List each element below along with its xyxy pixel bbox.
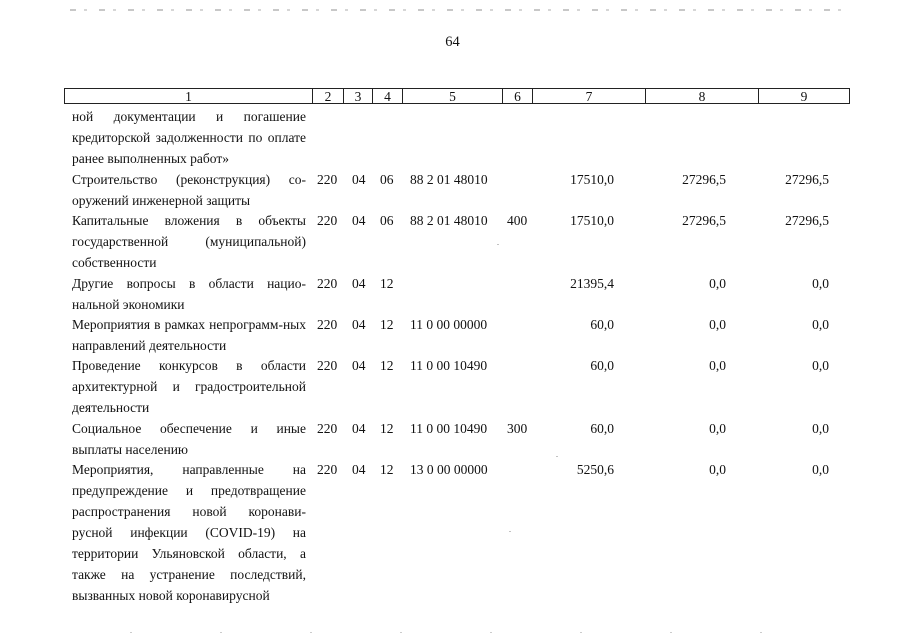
row-name: Социальное обеспечение и иные выплаты населению	[72, 421, 306, 457]
cell-amount-9: 0,0	[812, 421, 829, 436]
cell-admin-code: 220	[317, 462, 338, 477]
cell-subsection: 06	[380, 213, 394, 228]
cell-amount-7: 60,0	[590, 421, 614, 436]
row-name: Мероприятия в рамках непрограмм-ных направлений деятельности	[72, 317, 306, 353]
cell-section: 04	[352, 213, 366, 228]
cell-subsection: 12	[380, 317, 394, 332]
cell-subsection: 12	[380, 276, 394, 291]
page-number: 64	[445, 34, 460, 50]
header-col-8: 8	[645, 89, 758, 103]
row-name: Строительство (реконструкция) со-оружений инженерной защиты	[72, 172, 306, 208]
cell-amount-7: 5250,6	[576, 462, 614, 477]
cell-subsection: 12	[380, 358, 394, 373]
cell-section: 04	[352, 421, 366, 436]
cell-amount-8: 0,0	[709, 276, 726, 291]
cell-target-article: 88 2 01 48010	[410, 172, 488, 187]
header-col-3: 3	[343, 89, 372, 103]
row-name: Мероприятия, направленные на предупреждение и предотвращение распространения новой коронави-русной инфекции (COVID-19) на территории Ульяновской области, а также на устранение последствий, вызванных новой коронавирусной	[72, 462, 306, 603]
cell-target-article: 88 2 01 48010	[410, 213, 488, 228]
row-name: Другие вопросы в области нацио-нальной экономики	[72, 276, 306, 312]
cell-target-article: 11 0 00 10490	[410, 421, 488, 436]
cell-admin-code: 220	[317, 213, 338, 228]
cell-amount-9: 0,0	[812, 358, 829, 373]
cell-amount-7: 17510,0	[570, 213, 614, 228]
cell-amount-9: 0,0	[812, 317, 829, 332]
header-col-9: 9	[758, 89, 849, 103]
cell-subsection: 12	[380, 421, 394, 436]
cell-amount-7: 21395,4	[570, 276, 614, 291]
cell-amount-9: 27296,5	[785, 213, 829, 228]
row-name: ной документации и погашение кредиторской задолженности по оплате ранее выполненных работ»	[72, 109, 306, 166]
cell-section: 04	[352, 317, 366, 332]
scan-speck	[497, 244, 499, 245]
cell-subsection: 06	[380, 172, 394, 187]
header-col-2: 2	[312, 89, 343, 103]
cell-amount-8: 0,0	[709, 462, 726, 477]
cell-amount-8: 0,0	[709, 358, 726, 373]
cell-expense-type: 300	[507, 421, 528, 436]
cell-section: 04	[352, 462, 366, 477]
cell-amount-7: 60,0	[590, 358, 614, 373]
cell-section: 04	[352, 358, 366, 373]
header-col-7: 7	[532, 89, 645, 103]
cell-section: 04	[352, 172, 366, 187]
cell-expense-type: 400	[507, 213, 528, 228]
cell-amount-9: 0,0	[812, 462, 829, 477]
scan-speck	[509, 531, 511, 532]
cell-admin-code: 220	[317, 421, 338, 436]
cell-amount-7: 17510,0	[570, 172, 614, 187]
cell-admin-code: 220	[317, 276, 338, 291]
cell-amount-8: 27296,5	[682, 213, 726, 228]
cell-amount-8: 0,0	[709, 317, 726, 332]
cell-subsection: 12	[380, 462, 394, 477]
cell-target-article: 13 0 00 00000	[410, 462, 488, 477]
cell-amount-8: 0,0	[709, 421, 726, 436]
scan-speck	[556, 456, 558, 457]
header-col-1: 1	[185, 89, 192, 104]
cell-admin-code: 220	[317, 172, 338, 187]
cell-amount-9: 27296,5	[785, 172, 829, 187]
cell-section: 04	[352, 276, 366, 291]
cell-amount-7: 60,0	[590, 317, 614, 332]
cell-amount-9: 0,0	[812, 276, 829, 291]
cell-admin-code: 220	[317, 317, 338, 332]
cell-target-article: 11 0 00 00000	[410, 317, 488, 332]
row-name: Проведение конкурсов в области архитектурной и градостроительной деятельности	[72, 358, 306, 415]
header-col-6: 6	[502, 89, 532, 103]
row-name: Капитальные вложения в объекты государственной (муниципальной) собственности	[72, 213, 306, 270]
cell-amount-8: 27296,5	[682, 172, 726, 187]
header-col-4: 4	[372, 89, 402, 103]
header-col-5: 5	[402, 89, 502, 103]
cell-target-article: 11 0 00 10490	[410, 358, 488, 373]
cell-admin-code: 220	[317, 358, 338, 373]
